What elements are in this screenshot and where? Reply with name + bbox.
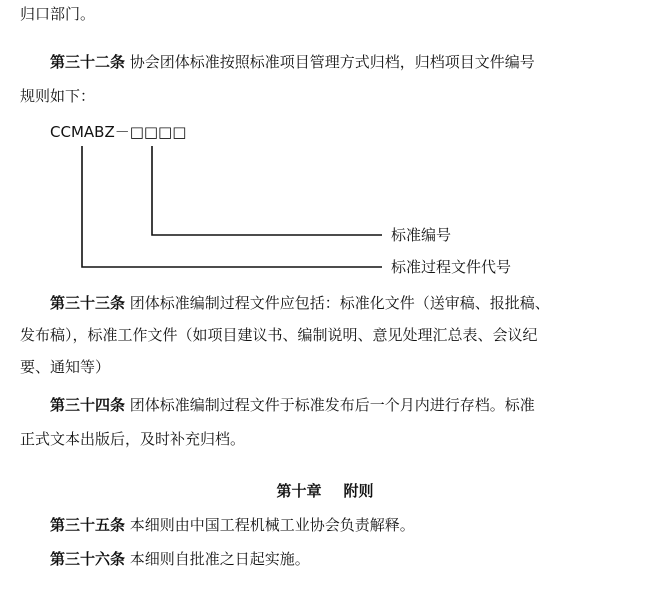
article-36-text: 本细则自批准之日起实施。: [129, 550, 310, 568]
article-35-line-1: [50, 515, 415, 535]
article-32-line-2: 规则如下：: [20, 87, 96, 105]
connector-process-code: [82, 146, 382, 267]
article-35-text: 本细则由中国工程机械工业协会负责解释。: [129, 516, 415, 534]
label-standard-number: 标准编号: [391, 226, 452, 244]
chapter-number: 第十章: [276, 482, 322, 500]
text-line: 归口部门。: [20, 5, 96, 23]
article-33-heading: 第三十三条: [50, 294, 126, 312]
chapter-heading: [0, 481, 650, 501]
article-33-line-3: 要、通知等）: [20, 358, 111, 376]
article-36-heading: 第三十六条: [50, 550, 126, 568]
article-36-line-1: [50, 549, 310, 569]
article-34-line-1: [50, 395, 535, 415]
article-32-text: 协会团体标准按照标准项目管理方式归档，归档项目文件编号: [129, 53, 535, 71]
chapter-title: 附则: [343, 482, 374, 500]
code-format: CCMABZ－□□□□: [50, 123, 187, 141]
article-34-text: 团体标准编制过程文件于标准发布后一个月内进行存档。标准: [129, 396, 535, 414]
label-process-code: 标准过程文件代号: [391, 258, 512, 276]
article-33-line-2: 发布稿），标准工作文件（如项目建议书、编制说明、意见处理汇总表、会议纪: [20, 326, 538, 344]
article-32-heading: 第三十二条: [50, 53, 126, 71]
article-35-heading: 第三十五条: [50, 516, 126, 534]
article-34-line-2: 正式文本出版后，及时补充归档。: [20, 430, 246, 448]
article-33-line-1: [50, 293, 550, 313]
article-33-text: 团体标准编制过程文件应包括：标准化文件（送审稿、报批稿、: [129, 294, 550, 312]
connector-standard-number: [152, 146, 382, 235]
article-34-heading: 第三十四条: [50, 396, 126, 414]
